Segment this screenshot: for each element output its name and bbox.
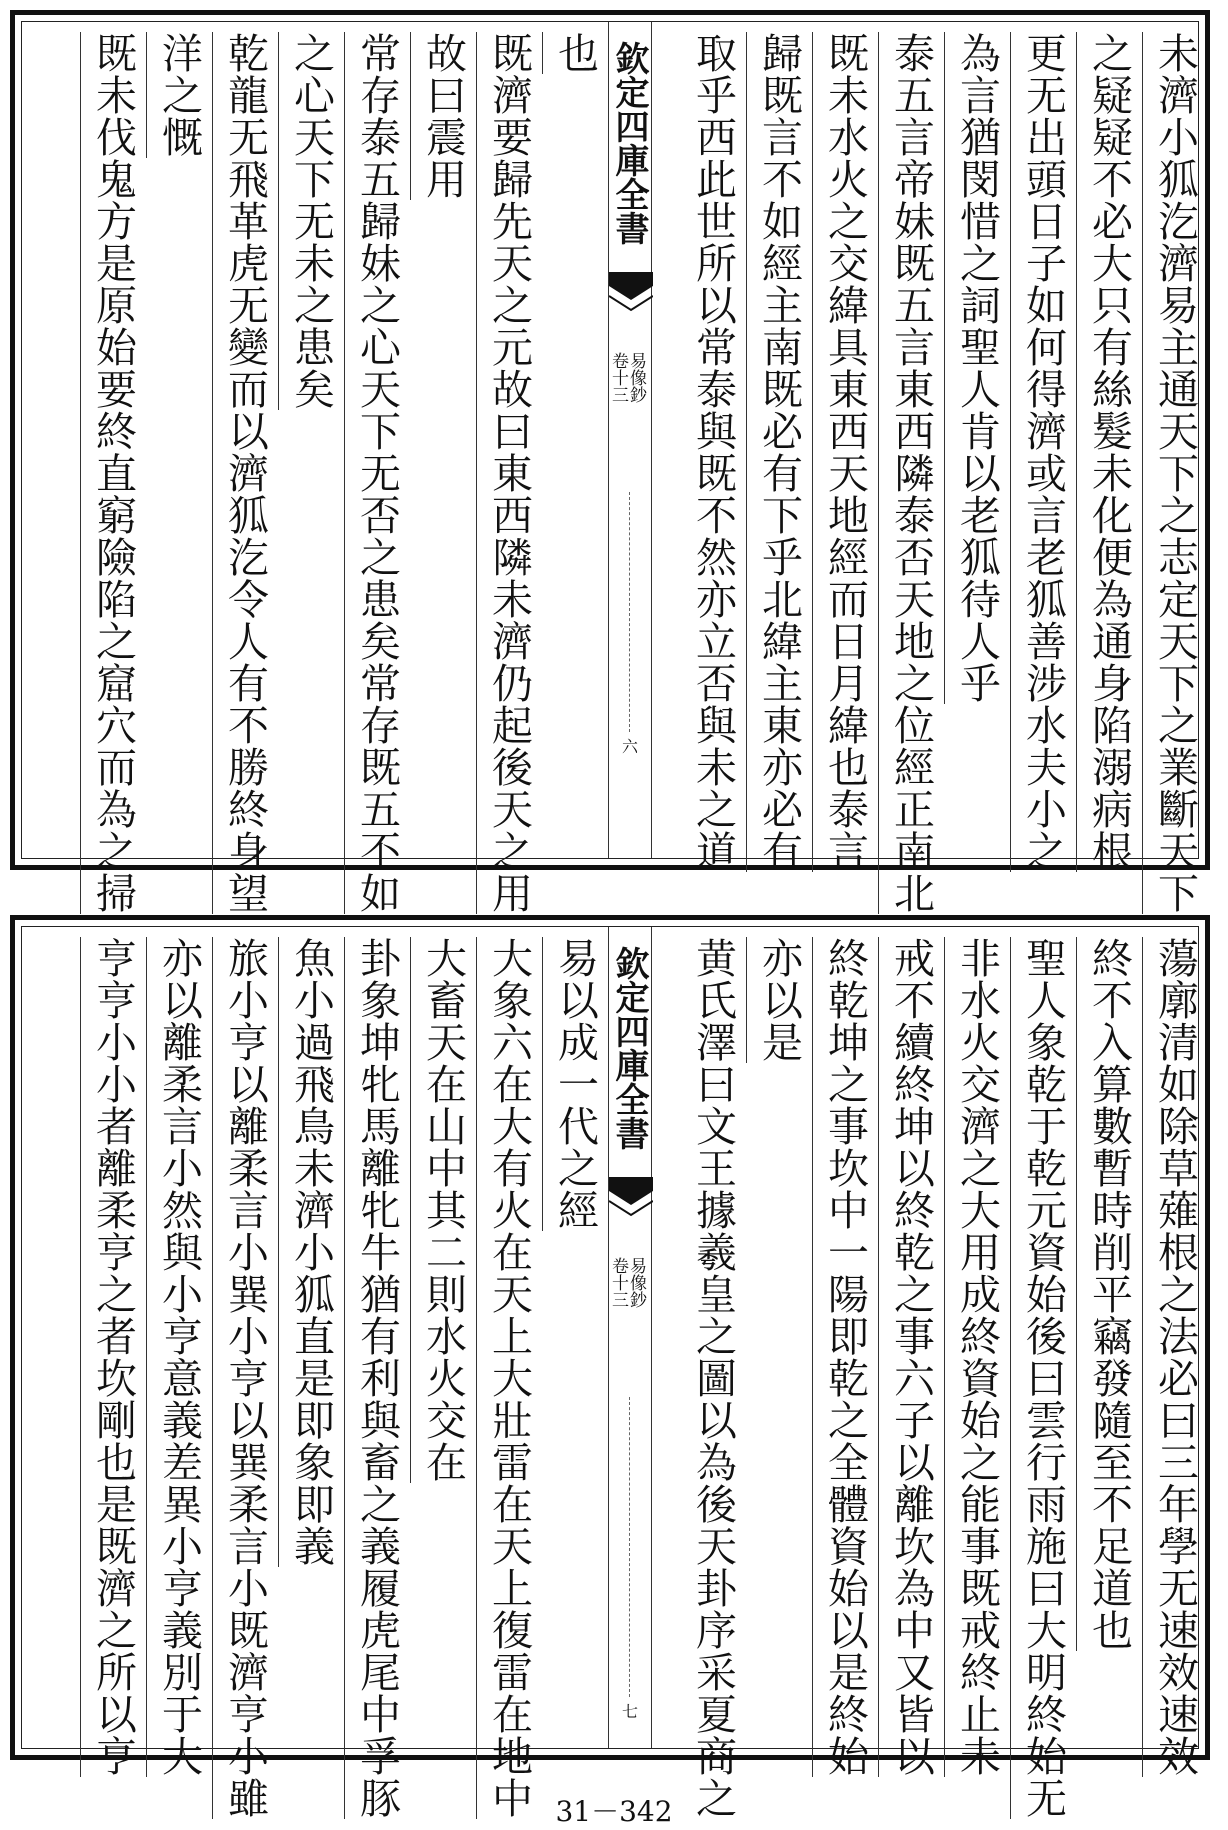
book-series-title: 欽定四庫全書 xyxy=(609,41,649,245)
text-column: 聖人象乾于乾元資始後曰雲行雨施曰大明終始无 xyxy=(1010,937,1076,1819)
text-column: 乾龍无飛革虎无變而以濟狐汔令人有不勝終身望 xyxy=(212,32,278,914)
text-column: 故曰震用 xyxy=(410,32,476,200)
text-column: 黄氏澤曰文王據羲皇之圖以為後天卦序采夏商之 xyxy=(689,937,737,1819)
fish-tail-ornament-icon xyxy=(609,1177,653,1217)
text-column: 歸既言不如經主南既必有下乎北緯主東亦必有 xyxy=(746,32,812,872)
volume-number: 卷十三 xyxy=(608,1257,628,1308)
text-column: 終不入算數暫時削平竊發隨至不足道也 xyxy=(1076,937,1142,1651)
text-column: 取乎西此世所以常泰與既不然亦立否與未之道 xyxy=(689,32,737,872)
text-column: 亦以離柔言小然與小亨意義差異小亨義別于大 xyxy=(146,937,212,1777)
folio-page-number: 七 xyxy=(621,1702,638,1721)
text-column: 卦象坤牝馬離牝牛猶有利與畜之義履虎尾中孚豚 xyxy=(344,937,410,1819)
text-column: 大畜天在山中其二則水火交在 xyxy=(410,937,476,1483)
text-column: 旅小亨以離柔言小巽小亨以巽柔言小既濟亨小雖 xyxy=(212,937,278,1819)
text-column: 之疑疑不必大只有絲髮未化便為通身陷溺病根 xyxy=(1076,32,1142,872)
text-column: 既濟要歸先天之元故曰東西隣未濟仍起後天之用 xyxy=(476,32,542,914)
text-column: 泰五言帝妹既五言東西隣泰否天地之位經正南北 xyxy=(878,32,944,914)
text-column: 之心天下无未之患矣 xyxy=(278,32,344,410)
top-page-panel xyxy=(10,10,1210,914)
volume-info xyxy=(609,352,651,472)
text-column: 終乾坤之事坎中一陽即乾之全體資始以是終始 xyxy=(812,937,878,1777)
text-column: 大象六在大有火在天上大壯雷在天上復雷在地中 xyxy=(476,937,542,1819)
page-footer-number: 31－342 xyxy=(555,1795,673,1828)
top-page-inner-frame xyxy=(21,21,1199,914)
text-column: 亦以是 xyxy=(746,937,812,1063)
text-column: 常存泰五歸妹之心天下无否之患矣常存既五不如 xyxy=(344,32,410,914)
center-rule xyxy=(629,492,630,732)
book-series-title: 欽定四庫全書 xyxy=(609,946,649,1150)
volume-info xyxy=(609,1257,651,1377)
center-rule xyxy=(629,1397,630,1697)
text-column: 易以成一代之經 xyxy=(542,937,608,1231)
fish-tail-ornament-icon xyxy=(609,272,653,312)
book-name: 易像鈔 xyxy=(626,352,646,403)
text-column: 魚小過飛鳥未濟小狐直是即象即義 xyxy=(278,937,344,1567)
book-name: 易像鈔 xyxy=(626,1257,646,1308)
text-column: 為言猶閔惜之詞聖人肯以老狐待人乎 xyxy=(944,32,1010,704)
text-column: 蕩廓清如除草薙根之法必曰三年學无速效速效 xyxy=(1142,937,1208,1777)
volume-number: 卷十三 xyxy=(608,352,628,403)
text-column: 非水火交濟之大用成終資始之能事既戒終止未 xyxy=(944,937,1010,1777)
text-column: 戒不續終坤以終乾之事六子以離坎為中又皆以 xyxy=(878,937,944,1777)
text-column: 也 xyxy=(542,32,608,74)
center-margin-strip xyxy=(608,927,652,1748)
text-column: 既未伐鬼方是原始要終直窮險陷之窟穴而為之掃 xyxy=(80,32,146,914)
center-margin-strip xyxy=(608,22,652,858)
text-column: 更无出頭日子如何得濟或言老狐善涉水夫小之 xyxy=(1010,32,1076,872)
text-column: 洋之慨 xyxy=(146,32,212,158)
text-column: 既未水火之交緯具東西天地經而日月緯也泰言 xyxy=(812,32,878,872)
text-column: 亨亨小小者離柔亨之者坎剛也是既濟之所以亨 xyxy=(80,937,146,1777)
text-column: 未濟小狐汔濟易主通天下之志定天下之業斷天下 xyxy=(1142,32,1208,914)
folio-page-number: 六 xyxy=(621,737,638,756)
